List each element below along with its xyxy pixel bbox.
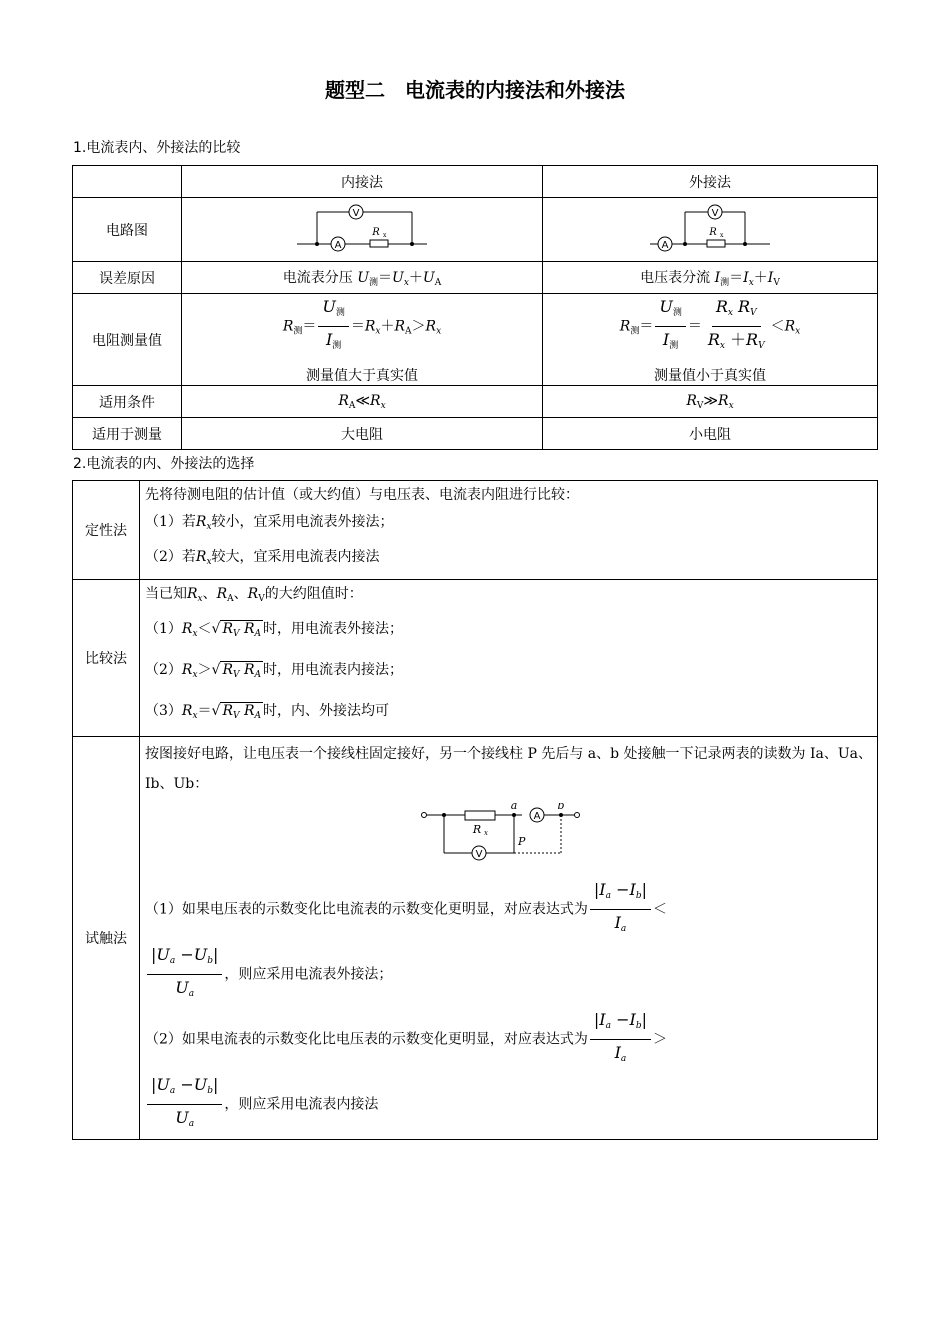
inner-circuit-svg (292, 202, 432, 254)
svg-text:R: R (472, 823, 481, 836)
outer-measure-note: 测量值小于真实值 (654, 368, 766, 384)
row-label-error: 误差原因 (73, 262, 182, 294)
inner-suitable: 大电阻 (182, 418, 543, 450)
inner-circuit-diagram (182, 198, 543, 262)
svg-text:a: a (510, 803, 517, 812)
inner-condition: $R_A≪R_x$ (182, 386, 543, 418)
row-label-condition: 适用条件 (73, 386, 182, 418)
compare-body: 当已知$R_x$、$R_A$、$R_V$的大约阻值时： $(1)R_x<√$ $R_V$ $R_A$ 时，用电流表外接法； $(2)R_x>√$ $R_V$ $R_A$ 时，用电流表内接法； $(3)R_x=√$ $R_V$ $R_A$ 时，内、外接法均可 (140, 580, 878, 737)
resistor-icon (465, 811, 495, 820)
label-qualitative: 定性法 (73, 481, 140, 580)
outer-error-cause: 电压表分流 $I_测=I_x+I_V$ (543, 262, 878, 294)
svg-text:V: V (475, 849, 482, 860)
inner-error-cause: 电流表分压 $U_测=U_x+U_A$ (182, 262, 543, 294)
inner-measure-note: 测量值大于真实值 (306, 368, 418, 384)
section-heading-2: 2.电流表的内、外接法的选择 (73, 456, 255, 472)
svg-text:A: A (334, 239, 342, 251)
row-label-suitable: 适用于测量 (73, 418, 182, 450)
svg-text:x: x (383, 231, 387, 239)
resistor-icon (370, 240, 388, 247)
svg-text:x: x (483, 829, 488, 837)
svg-text:V: V (352, 207, 360, 219)
trial-body: 按图接好电路，让电压表一个接线柱固定接好，另一个接线柱 P 先后与 a、b 处接触一下记录两表的读数为 Ia、Ua、Ib、Ub： R x a A b V P （1）如果电压表的示数变化比电流表的示数变化更明显，对应表达式为 $\frac{|I_a -I_b|}{I_a}$ ＜ $\frac{|U_a -U_b|}{U_a}$ ，则应采用电流表外接法； （2）如果电流表的示数变化比电压表的示数变化更明显，对应表达式为 $\frac{|I_a -I_b|}{I_a}$ ＞ $\frac{|U_a -U_b|}{U_a}$ ，则应采用电流表内接法 (140, 737, 878, 1140)
outer-circuit-svg (645, 202, 775, 254)
header-inner: 内接法 (182, 166, 543, 198)
trial-circuit-svg (419, 803, 599, 867)
svg-text:R: R (372, 226, 380, 238)
label-trial: 试触法 (73, 737, 140, 1140)
qualitative-intro: 先将待测电阻的估计值（或大约值）与电压表、电流表内阻进行比较： (145, 487, 579, 503)
svg-text:A: A (661, 239, 669, 251)
header-empty (73, 166, 182, 198)
svg-text:b: b (556, 803, 565, 812)
inner-measure-formula: $R_测=$ $\frac{U_测}{I_测}$ $=R_x+R_A>R_x$ 测量值大于真实值 (182, 294, 543, 386)
comparison-table (72, 165, 878, 450)
svg-text:x: x (720, 231, 724, 239)
resistor-icon (707, 240, 725, 247)
qualitative-body: 先将待测电阻的估计值（或大约值）与电压表、电流表内阻进行比较： （1）若$R_x$较小，宜采用电流表外接法； （2）若$R_x$较大，宜采用电流表内接法 (140, 481, 878, 580)
section-heading-1: 1.电流表内、外接法的比较 (73, 140, 241, 156)
svg-text:A: A (533, 811, 540, 822)
selection-table (72, 480, 878, 1140)
svg-text:V: V (711, 207, 719, 219)
page-title: 题型二 电流表的内接法和外接法 (325, 78, 625, 102)
svg-text:R: R (709, 226, 717, 238)
row-label-circuit: 电路图 (73, 198, 182, 262)
outer-condition: $R_V≫R_x$ (543, 386, 878, 418)
outer-circuit-diagram (543, 198, 878, 262)
label-compare: 比较法 (73, 580, 140, 737)
outer-suitable: 小电阻 (543, 418, 878, 450)
outer-measure-formula: $R_测=$ $\frac{U_测}{I_测}$ ＝ $\frac{R_x R_V}{R_x +R_V}$ $<R_x$ 测量值小于真实值 (543, 294, 878, 386)
header-outer: 外接法 (543, 166, 878, 198)
trial-intro: 按图接好电路，让电压表一个接线柱固定接好，另一个接线柱 P 先后与 a、b 处接触一下记录两表的读数为 Ia、Ua、Ib、Ub： (145, 746, 872, 792)
row-label-measure: 电阻测量值 (73, 294, 182, 386)
svg-text:P: P (517, 835, 525, 848)
